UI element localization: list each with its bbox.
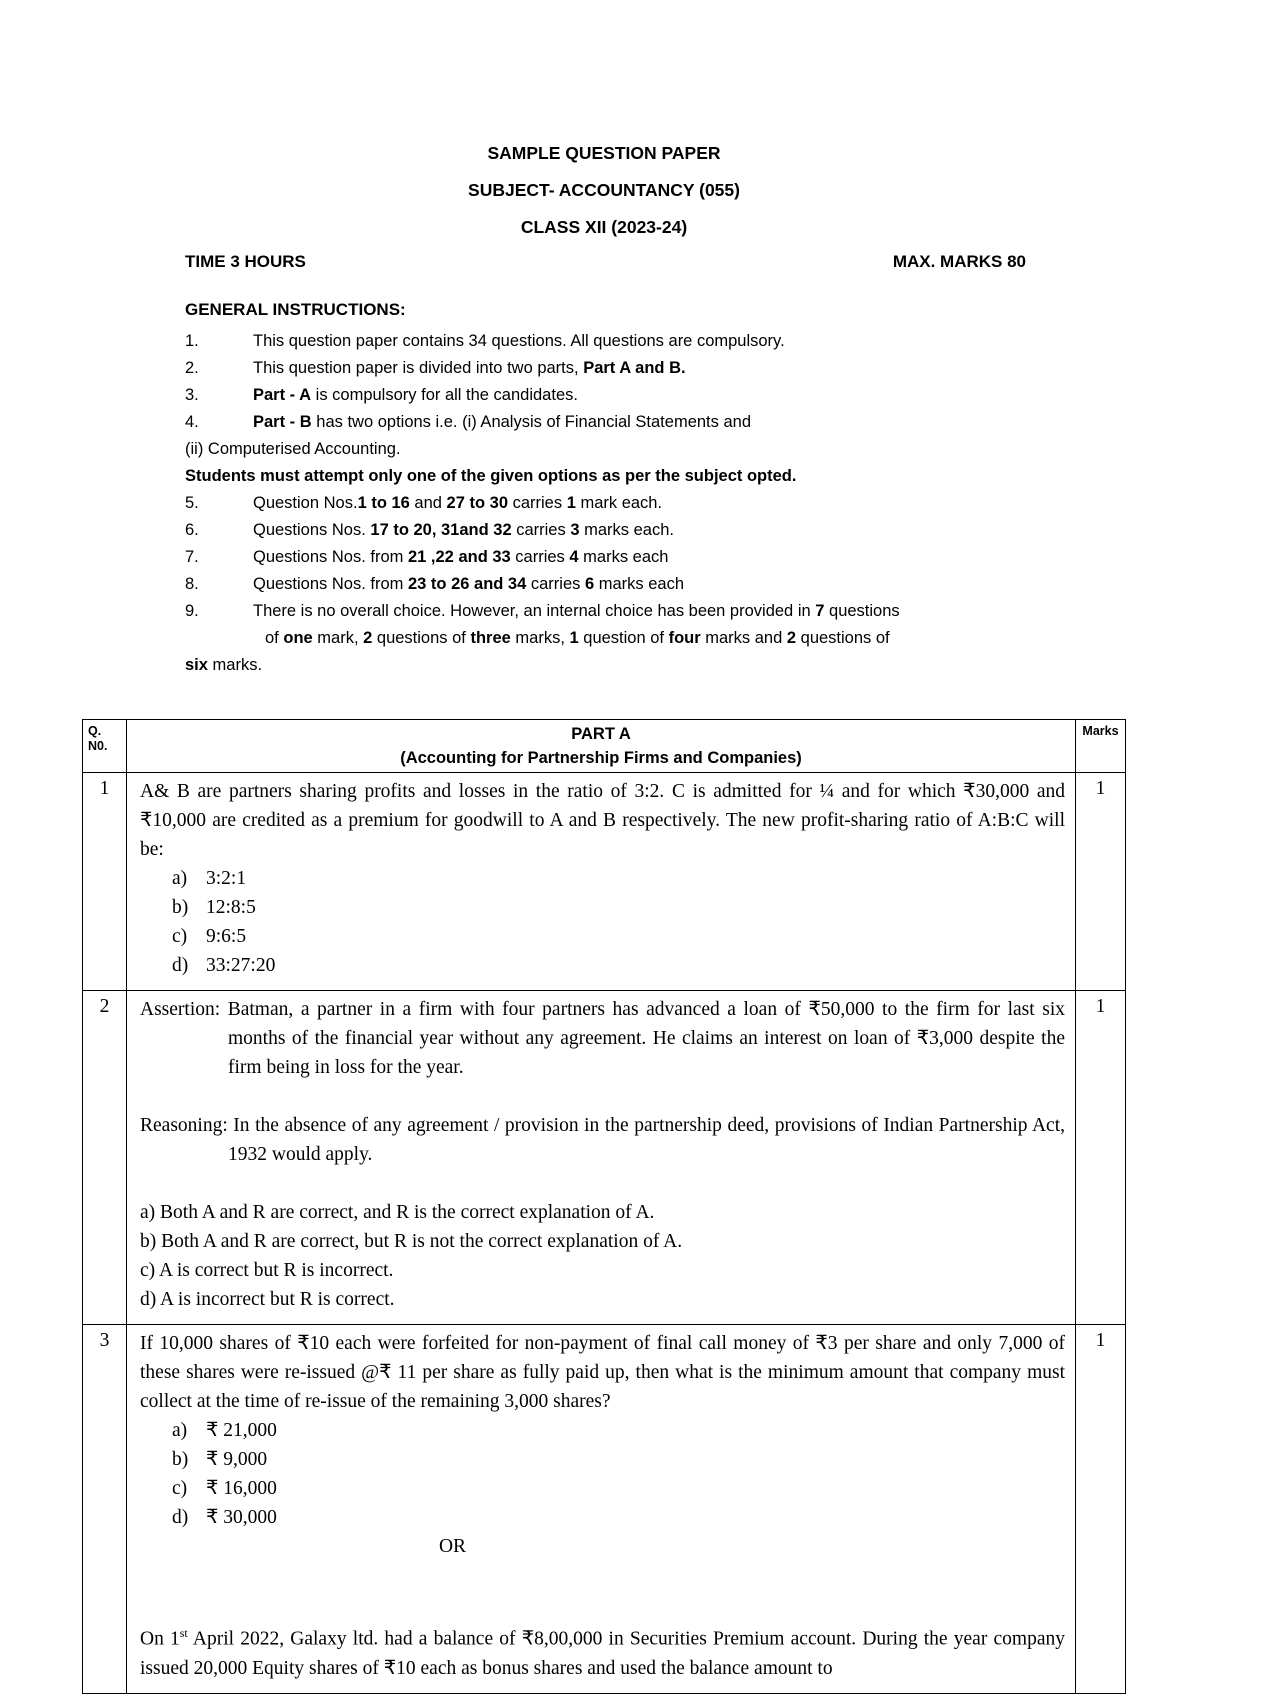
instruction-number: 8. [185, 575, 199, 593]
question-block-opt [140, 1416, 1065, 1445]
option-text: 9:6:5 [206, 926, 247, 947]
question-table [82, 719, 1126, 1694]
instruction-line [185, 490, 1035, 517]
instruction-number: 1. [185, 332, 199, 350]
question-block-hang: Reasoning: In the absence of any agreement / provision in the partnership deed, provisions of Indian Partnership Act, 1932 would apply. [140, 1115, 1065, 1165]
instruction-text: Questions Nos. 17 to 20, 31and 32 carries 3 marks each. [253, 521, 674, 539]
qno-column-header [83, 720, 127, 773]
question-number: 2 [83, 991, 127, 1325]
marks-column-header: Marks [1076, 720, 1126, 773]
question-block-opt [140, 951, 1065, 980]
question-row [83, 1325, 1126, 1694]
option-text: ₹ 16,000 [206, 1478, 277, 1499]
option-text: 12:8:5 [206, 897, 256, 918]
option-text: ₹ 21,000 [206, 1420, 277, 1441]
instruction-number: 2. [185, 359, 199, 377]
question-marks: 1 [1076, 773, 1126, 991]
question-content [127, 773, 1076, 991]
instruction-line [185, 382, 1035, 409]
instruction-line [185, 517, 1035, 544]
instruction-text: This question paper is divided into two parts, Part A and B. [253, 359, 686, 377]
question-block-p: On 1st April 2022, Galaxy ltd. had a balance of ₹8,00,000 in Securities Premium account. During the year company issued 20,000 Equity shares of ₹10 each as bonus shares and used the balance amount to [140, 1626, 1065, 1679]
question-block-opt [140, 893, 1065, 922]
instruction-line [185, 409, 1035, 436]
question-row [83, 773, 1126, 991]
doc-class: CLASS XII (2023-24) [520, 217, 688, 237]
option-text: ₹ 9,000 [206, 1449, 268, 1470]
question-marks: 1 [1076, 991, 1126, 1325]
option-label: d) [172, 1507, 189, 1528]
question-row [83, 991, 1126, 1325]
question-number: 1 [83, 773, 127, 991]
question-block-line: b) Both A and R are correct, but R is not the correct explanation of A. [140, 1231, 683, 1252]
question-rows [83, 773, 1126, 1694]
instruction-text: This question paper contains 34 questions. All questions are compulsory. [253, 332, 785, 350]
option-label: c) [172, 1478, 188, 1499]
part-a-title: PART A [571, 725, 631, 743]
instructions-heading: GENERAL INSTRUCTIONS: [185, 300, 406, 319]
question-block-opt [140, 922, 1065, 951]
question-block-opt [140, 1445, 1065, 1474]
doc-subject: SUBJECT- ACCOUNTANCY (055) [468, 180, 740, 200]
question-block-opt [140, 1474, 1065, 1503]
max-marks-label: MAX. MARKS 80 [892, 252, 1026, 271]
instruction-number: 4. [185, 413, 199, 431]
instruction-line: (ii) Computerised Accounting. [185, 440, 401, 458]
question-block-blank [140, 1561, 1065, 1590]
instruction-text: Questions Nos. from 23 to 26 and 34 carries 6 marks each [253, 575, 685, 593]
part-a-column-header [127, 720, 1076, 773]
part-a-subtitle: (Accounting for Partnership Firms and Companies) [400, 749, 802, 767]
option-label: a) [172, 1420, 188, 1441]
instruction-line: of one mark, 2 questions of three marks, 1 question of four marks and 2 questions of [265, 629, 890, 647]
qno-header-line1: Q. [88, 724, 102, 738]
question-content [127, 991, 1076, 1325]
option-label: c) [172, 926, 188, 947]
general-instructions [185, 300, 1035, 679]
instruction-line [185, 355, 1035, 382]
instruction-number: 9. [185, 602, 199, 620]
question-number: 3 [83, 1325, 127, 1694]
instructions-list [185, 328, 1035, 679]
question-block-hang: Assertion: Batman, a partner in a firm with four partners has advanced a loan of ₹50,000 to the firm for last six months of the financial year without any agreement. He claims an interest on loan of ₹3,000 despite the firm being in loss for the year. [140, 999, 1065, 1078]
instruction-number: 6. [185, 521, 199, 539]
option-label: d) [172, 955, 189, 976]
instruction-number: 5. [185, 494, 199, 512]
option-label: b) [172, 897, 189, 918]
instruction-number: 7. [185, 548, 199, 566]
instruction-line: Students must attempt only one of the given options as per the subject opted. [185, 467, 797, 485]
time-label: TIME 3 HOURS [185, 252, 306, 271]
document-header [82, 135, 1126, 272]
question-marks: 1 [1076, 1325, 1126, 1694]
question-block-blank [140, 1169, 1065, 1198]
question-block-center: OR [438, 1536, 467, 1557]
qno-header-line2: N0. [88, 739, 108, 753]
question-block-p: If 10,000 shares of ₹10 each were forfeited for non-payment of final call money of ₹3 per share and only 7,000 of these shares were re-issued @₹ 11 per share as fully paid up, then what is the minimum amount that company must collect at the time of re-issue of the remaining 3,000 shares? [140, 1333, 1065, 1412]
instruction-line [185, 544, 1035, 571]
question-block-opt [140, 1503, 1065, 1532]
option-text: 3:2:1 [206, 868, 247, 889]
instruction-text: Questions Nos. from 21 ,22 and 33 carries 4 marks each [253, 548, 669, 566]
time-marks-row [82, 252, 1126, 272]
option-label: b) [172, 1449, 189, 1470]
instruction-text: There is no overall choice. However, an internal choice has been provided in 7 questions [253, 602, 900, 620]
table-header-row [83, 720, 1126, 773]
option-text: 33:27:20 [206, 955, 276, 976]
instruction-line [185, 598, 1035, 625]
question-block-opt [140, 864, 1065, 893]
option-label: a) [172, 868, 188, 889]
question-block-line: a) Both A and R are correct, and R is the correct explanation of A. [140, 1202, 655, 1223]
question-block-line: d) A is incorrect but R is correct. [140, 1289, 395, 1310]
instruction-text: Part - B has two options i.e. (i) Analysis of Financial Statements and [253, 413, 751, 431]
question-block-blank [140, 1590, 1065, 1619]
question-block-blank [140, 1082, 1065, 1111]
instruction-number: 3. [185, 386, 199, 404]
option-text: ₹ 30,000 [206, 1507, 277, 1528]
instruction-line [185, 571, 1035, 598]
instruction-line: six marks. [185, 656, 263, 674]
question-block-p: A& B are partners sharing profits and losses in the ratio of 3:2. C is admitted for ¼ and for which ₹30,000 and ₹10,000 are credited as a premium for goodwill to A and B respectively. The new profit-sharing ratio of A:B:C will be: [140, 781, 1065, 860]
instruction-text: Question Nos.1 to 16 and 27 to 30 carries 1 mark each. [253, 494, 663, 512]
instruction-line [185, 328, 1035, 355]
instruction-text: Part - A is compulsory for all the candidates. [253, 386, 578, 404]
question-content [127, 1325, 1076, 1694]
question-block-line: c) A is correct but R is incorrect. [140, 1260, 394, 1281]
doc-title: SAMPLE QUESTION PAPER [487, 143, 721, 163]
